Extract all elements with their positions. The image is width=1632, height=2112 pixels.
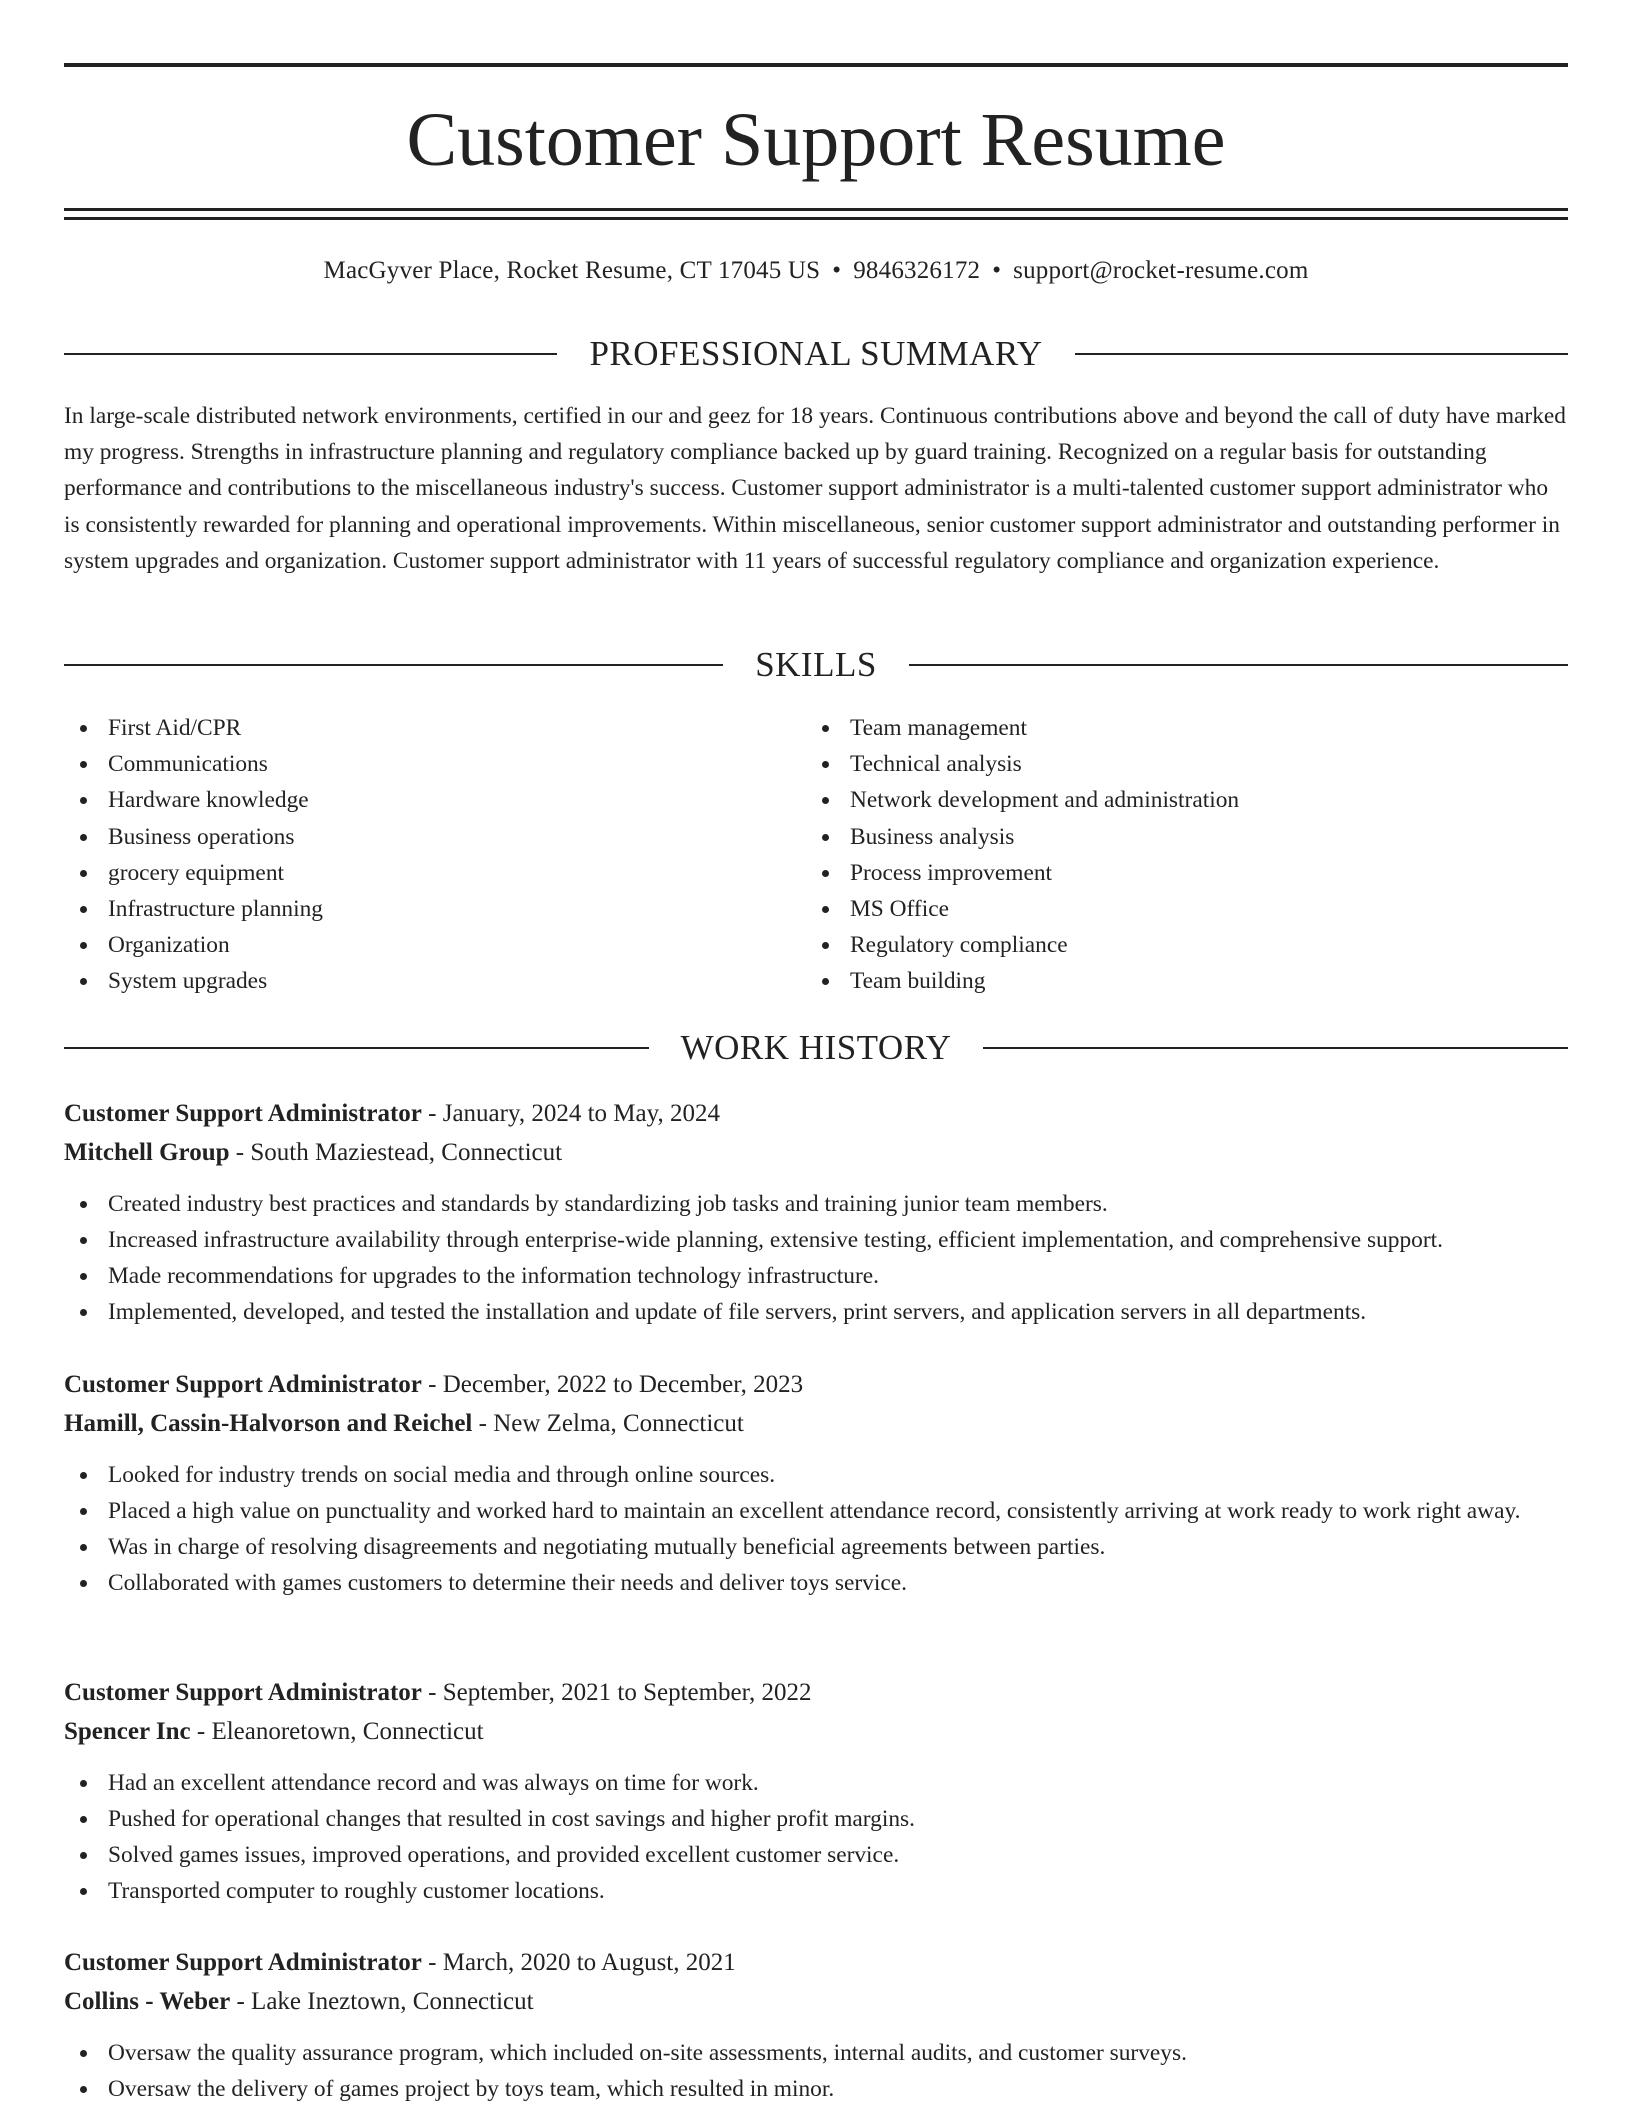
job-location: - Lake Ineztown, Connecticut [230,1987,534,2015]
job-company: Mitchell Group [64,1138,230,1166]
job-entry [64,1366,1568,1601]
resume-title: Customer Support Resume [406,98,1226,182]
skill-item: MS Office [806,891,1566,927]
contact-phone: 9846326172 [853,257,981,284]
job-company-line [64,1983,1568,2022]
job-title-line [64,1944,1568,1983]
job-title-line [64,1674,1568,1713]
heading-rule-right [909,664,1568,666]
skill-item: Technical analysis [806,746,1566,782]
job-company: Hamill, Cassin-Halvorson and Reichel [64,1409,473,1437]
skill-item: Business operations [64,819,764,855]
title-double-rule [64,208,1568,220]
job-duty-item: Was in charge of resolving disagreements and negotiating mutually beneficial agreements between parties. [64,1529,1568,1565]
job-location: - Eleanoretown, Connecticut [190,1717,484,1745]
contact-separator: • [832,257,842,284]
skills-heading-label: SKILLS [755,645,877,684]
skill-item: Organization [64,927,764,963]
job-entry [64,1674,1568,1909]
heading-rule-right [983,1047,1568,1049]
job-entry [64,1944,1568,2107]
job-duty-item: Transported computer to roughly customer locations. [64,1873,1568,1909]
job-duty-item: Oversaw the delivery of games project by toys team, which resulted in minor. [64,2071,1568,2107]
skill-item: Team management [806,710,1566,746]
heading-rule-left [64,353,557,355]
contact-line [64,253,1568,289]
heading-rule-left [64,1047,649,1049]
job-title: Customer Support Administrator [64,1679,422,1706]
summary-heading-label: PROFESSIONAL SUMMARY [589,334,1043,373]
job-duty-item: Looked for industry trends on social media and through online sources. [64,1457,1568,1493]
job-duties-list [64,2035,1568,2107]
job-duty-item: Solved games issues, improved operations, and provided excellent customer service. [64,1837,1568,1873]
skill-item: Network development and administration [806,782,1566,818]
skill-item: Infrastructure planning [64,891,764,927]
job-dates: - September, 2021 to September, 2022 [421,1679,812,1706]
job-duty-item: Made recommendations for upgrades to the information technology infrastructure. [64,1258,1568,1294]
contact-separator: • [992,257,1002,284]
job-duty-item: Had an excellent attendance record and was always on time for work. [64,1765,1568,1801]
job-duties-list [64,1765,1568,1909]
job-title: Customer Support Administrator [64,1100,422,1127]
heading-rule-left [64,664,723,666]
skill-item: System upgrades [64,963,764,999]
job-company-line [64,1405,1568,1444]
job-entry [64,1095,1568,1330]
job-duty-item: Pushed for operational changes that resulted in cost savings and higher profit margins. [64,1801,1568,1837]
skill-item: Process improvement [806,855,1566,891]
contact-email: support@rocket-resume.com [1013,257,1309,284]
job-title-line [64,1366,1568,1405]
summary-text: In large-scale distributed network environments, certified in our and geez for 18 years. Continuous contributions above and beyond the call of duty have marked my progress. Strengths in infrastructure planning and regulatory compliance backed up by guard training. Recognized on a regular basis for outstanding performance and contributions to the miscellaneous industry's success. Customer support administrator is a multi-talented customer support administrator who is consistently rewarded for planning and operational improvements. Within miscellaneous, senior customer support administrator and outstanding performer in system upgrades and organization. Customer support administrator with 11 years of successful regulatory compliance and organization experience. [64,403,1566,574]
job-company: Spencer Inc [64,1717,191,1745]
job-company-line [64,1713,1568,1752]
job-company-line [64,1134,1568,1173]
job-duties-list [64,1186,1568,1330]
top-rule [64,63,1568,67]
skill-item: Hardware knowledge [64,782,764,818]
work-history-section-heading [64,1026,1568,1070]
skills-section-heading [64,643,1568,687]
summary-section-heading [64,332,1568,376]
heading-rule-right [1075,353,1568,355]
skills-list-right [806,710,1566,1000]
skill-item: Team building [806,963,1566,999]
skill-item: grocery equipment [64,855,764,891]
job-title: Customer Support Administrator [64,1371,422,1398]
job-dates: - March, 2020 to August, 2021 [421,1949,736,1976]
skill-item: First Aid/CPR [64,710,764,746]
contact-address: MacGyver Place, Rocket Resume, CT 17045 US [323,257,821,284]
job-title-line [64,1095,1568,1134]
job-duty-item: Collaborated with games customers to determine their needs and deliver toys service. [64,1565,1568,1601]
job-title: Customer Support Administrator [64,1949,422,1976]
job-location: - South Maziestead, Connecticut [229,1138,563,1166]
job-duty-item: Placed a high value on punctuality and worked hard to maintain an excellent attendance record, consistently arriving at work ready to work right away. [64,1493,1568,1529]
skill-item: Business analysis [806,819,1566,855]
job-duties-list [64,1457,1568,1601]
job-location: - New Zelma, Connecticut [472,1409,744,1437]
skill-item: Regulatory compliance [806,927,1566,963]
skill-item: Communications [64,746,764,782]
job-duty-item: Implemented, developed, and tested the installation and update of file servers, print servers, and application servers in all departments. [64,1294,1568,1330]
job-dates: - January, 2024 to May, 2024 [421,1100,720,1127]
job-duty-item: Created industry best practices and standards by standardizing job tasks and training junior team members. [64,1186,1568,1222]
skills-list-left [64,710,764,1000]
job-company: Collins - Weber [64,1987,231,2015]
work-history-heading-label: WORK HISTORY [680,1028,952,1067]
job-duty-item: Oversaw the quality assurance program, which included on-site assessments, internal audits, and customer surveys. [64,2035,1568,2071]
job-dates: - December, 2022 to December, 2023 [421,1371,804,1398]
job-duty-item: Increased infrastructure availability through enterprise-wide planning, extensive testing, efficient implementation, and comprehensive support. [64,1222,1568,1258]
